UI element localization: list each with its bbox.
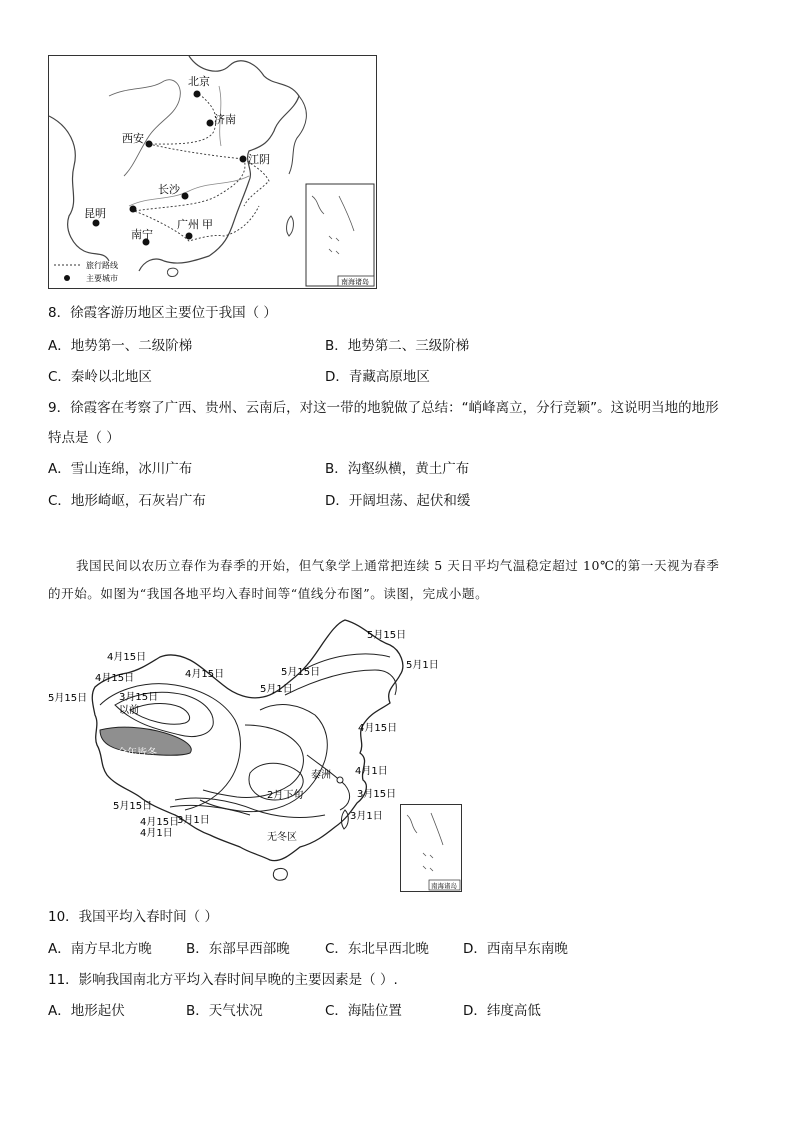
label-4-15-b: 4月15日	[95, 673, 135, 684]
question-10-option-b[interactable]: B．东部早西部晚	[186, 941, 290, 957]
legend-city-dot	[64, 275, 70, 281]
label-taizhou: 泰洲	[311, 770, 331, 781]
label-5-1-ne: 5月1日	[406, 660, 439, 671]
city-label-beijing: 北京	[188, 75, 210, 88]
question-8-option-a[interactable]: A．地势第一、二级阶梯	[48, 338, 193, 354]
question-11-option-d[interactable]: D．纬度高低	[463, 1003, 541, 1019]
taizhou-marker	[337, 777, 343, 783]
city-dot-jiangyin	[240, 156, 247, 163]
label-4-1-sw: 4月1日	[140, 828, 173, 839]
question-9-stem-line2: 特点是（ ）	[48, 430, 120, 446]
map1-inset-label: 南海诸岛	[341, 278, 369, 286]
question-11-option-b[interactable]: B．天气状况	[186, 1003, 263, 1019]
question-10-option-c[interactable]: C．东北早西北晚	[325, 941, 429, 957]
question-10-stem: 10．我国平均入春时间（ ）	[48, 909, 218, 925]
label-3-1-sw: 3月1日	[177, 815, 210, 826]
city-dot-guangzhou	[186, 233, 193, 240]
question-9-option-d[interactable]: D．开阔坦荡、起伏和缓	[325, 493, 471, 509]
point-label-jia: 甲	[202, 218, 213, 231]
map1-inset-frame	[306, 184, 374, 286]
legend-city-label: 主要城市	[86, 274, 118, 283]
legend-route-label: 旅行路线	[86, 261, 118, 270]
city-dot-kunming	[93, 220, 100, 227]
travel-route-map	[48, 55, 377, 289]
label-3-1-se: 3月1日	[350, 811, 383, 822]
question-9-option-a[interactable]: A．雪山连绵，冰川广布	[48, 461, 193, 477]
city-dot-beijing	[194, 91, 201, 98]
question-9-option-c[interactable]: C．地形崎岖，石灰岩广布	[48, 493, 206, 509]
intro-line-2: 的开始。如图为“我国各地平均入春时间等“值线分布图”。读图，完成小题。	[48, 586, 489, 601]
map2-inset-label: 南海诸岛	[431, 882, 457, 890]
city-label-jinan: 济南	[214, 113, 236, 126]
city-dot-xian	[146, 141, 153, 148]
city-label-jiangyin: 江阴	[248, 153, 270, 166]
city-dot-kunming-east	[130, 206, 137, 213]
question-11-option-c[interactable]: C．海陆位置	[325, 1003, 402, 1019]
label-4-15-sw: 4月15日	[140, 817, 180, 828]
travel-route-map-svg	[49, 56, 376, 288]
question-8-option-c[interactable]: C．秦岭以北地区	[48, 369, 152, 385]
question-10-option-d[interactable]: D．西南早东南晚	[463, 941, 568, 957]
label-before: 以前	[119, 705, 139, 716]
question-9-stem-line1: 9．徐霞客在考察了广西、贵州、云南后，对这一带的地貌做了总结：“峭峰离立，分行竞颖”。这说明当地的地形	[48, 400, 719, 416]
label-5-15-sw: 5月15日	[113, 801, 153, 812]
label-all-year-winter: 全年皆冬	[117, 748, 157, 759]
question-11-option-a[interactable]: A．地形起伏	[48, 1003, 125, 1019]
city-label-xian: 西安	[122, 132, 144, 145]
label-5-15-ne: 5月15日	[367, 630, 407, 641]
city-label-guangzhou: 广州	[177, 218, 199, 231]
city-label-changsha: 长沙	[158, 183, 180, 196]
label-4-15-c: 4月15日	[185, 669, 225, 680]
question-10-option-a[interactable]: A．南方早北方晚	[48, 941, 152, 957]
label-5-1-n: 5月1日	[260, 684, 293, 695]
label-3-15-before: 3月15日	[119, 692, 159, 703]
question-8-option-d[interactable]: D．青藏高原地区	[325, 369, 430, 385]
question-8-option-b[interactable]: B．地势第二、三级阶梯	[325, 338, 470, 354]
question-11-stem: 11．影响我国南北方平均入春时间早晚的主要因素是（ ）.	[48, 972, 398, 988]
label-4-1-e: 4月1日	[355, 766, 388, 777]
city-label-kunming: 昆明	[84, 207, 106, 220]
label-4-15-e: 4月15日	[358, 723, 398, 734]
label-4-15-a: 4月15日	[107, 652, 147, 663]
label-3-15-e: 3月15日	[357, 789, 397, 800]
city-dot-changsha	[182, 193, 189, 200]
question-8-stem: 8．徐霞客游历地区主要位于我国（ ）	[48, 305, 277, 321]
question-9-option-b[interactable]: B．沟壑纵横，黄土广布	[325, 461, 470, 477]
city-label-nanning: 南宁	[131, 228, 153, 241]
label-5-15-w: 5月15日	[48, 693, 88, 704]
label-5-15-n: 5月15日	[281, 667, 321, 678]
map2-inset	[400, 804, 462, 892]
label-feb-late: 2月下旬	[267, 790, 304, 801]
city-dot-jinan	[207, 120, 214, 127]
intro-line-1: 我国民间以农历立春作为春季的开始，但气象学上通常把连续 5 天日平均气温稳定超过 10℃的第一天视为春季	[76, 558, 720, 573]
label-no-winter-zone: 无冬区	[267, 832, 297, 843]
